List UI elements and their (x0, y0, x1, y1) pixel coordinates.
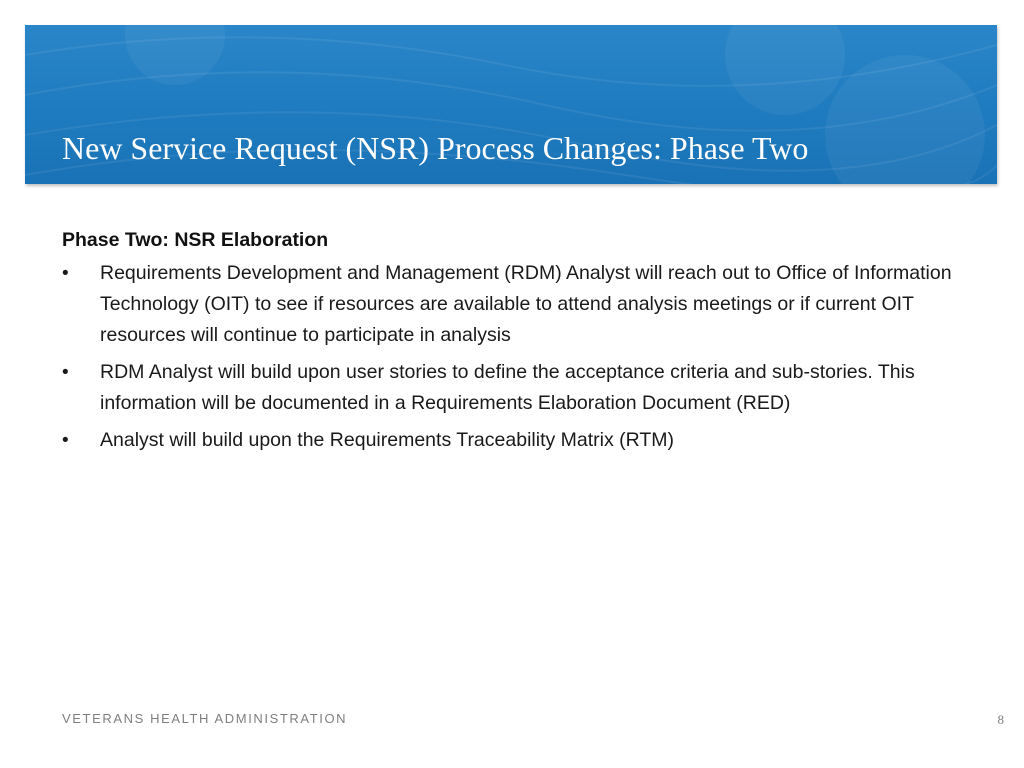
page-number: 8 (997, 712, 1004, 727)
title-banner (25, 25, 997, 184)
content-body (62, 226, 972, 462)
bullet-text: RDM Analyst will build upon user stories to define the acceptance criteria and sub-stories. This information will be documented in a Requirements Elaboration Document (RED) (100, 361, 915, 414)
bullet-list (62, 258, 972, 456)
bullet-item (62, 425, 972, 456)
bullet-icon: • (62, 362, 69, 383)
footer-organization: VETERANS HEALTH ADMINISTRATION (62, 711, 348, 726)
content-heading: Phase Two: NSR Elaboration (62, 229, 329, 251)
bullet-text: Requirements Development and Management (RDM) Analyst will reach out to Office of Information Technology (OIT) to see if resources are available to attend analysis meetings or if current OIT resources will continue to participate in analysis (100, 262, 952, 346)
bullet-icon: • (62, 430, 69, 451)
bullet-text: Analyst will build upon the Requirements Traceability Matrix (RTM) (100, 429, 675, 451)
bullet-item (62, 258, 972, 351)
bullet-icon: • (62, 263, 69, 284)
bullet-item (62, 357, 972, 419)
slide-title: New Service Request (NSR) Process Changes: Phase Two (62, 130, 809, 166)
